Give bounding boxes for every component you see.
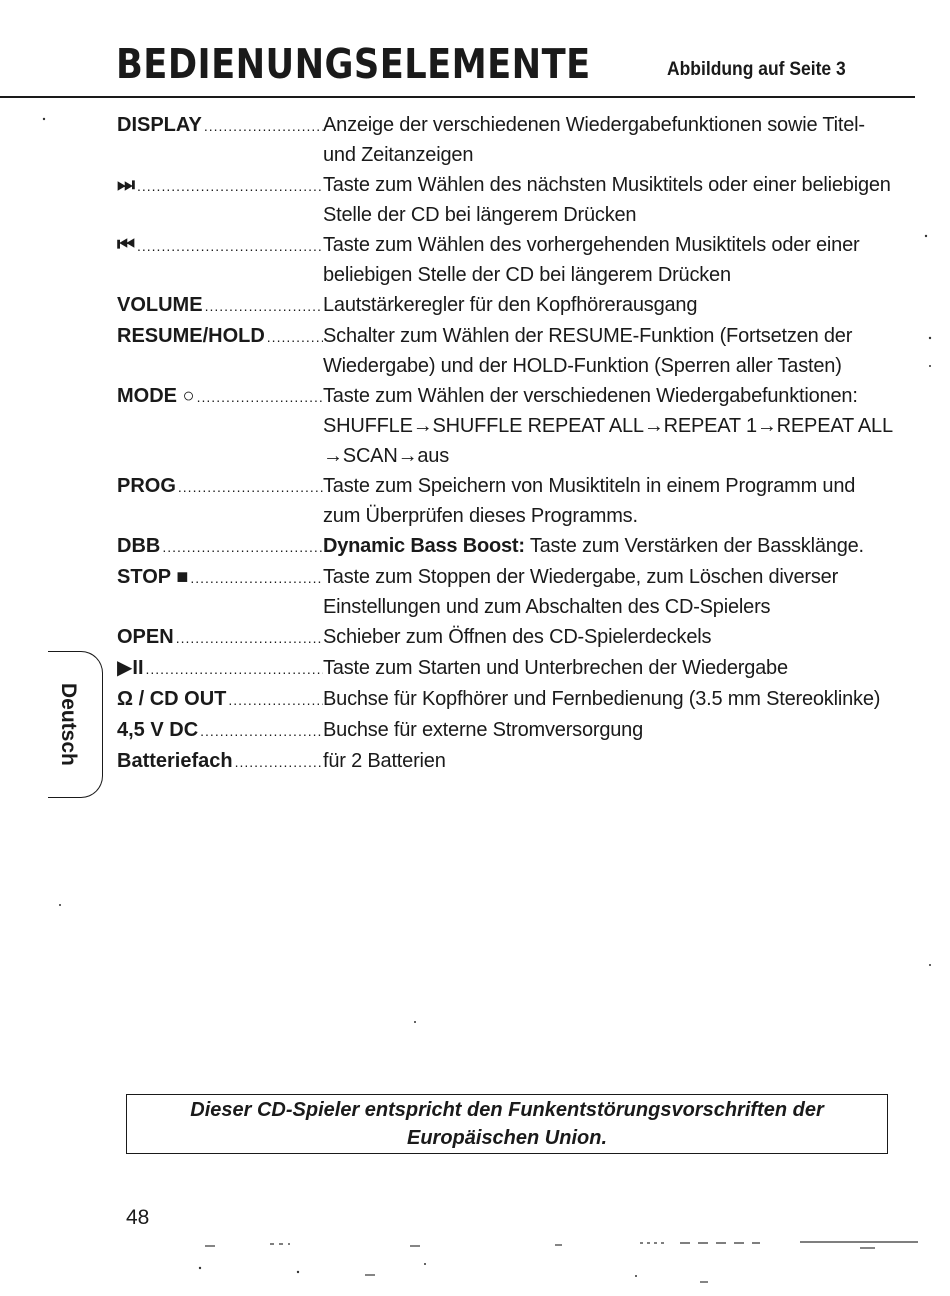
control-row-play-pause bbox=[117, 653, 897, 684]
control-description: Schalter zum Wählen der RESUME-Funktion (Fortsetzen der Wiedergabe) und der HOLD-Funktion (Sperren aller Tasten) bbox=[323, 325, 853, 377]
control-row-resume-hold bbox=[117, 321, 897, 381]
control-term: DBB bbox=[117, 535, 161, 557]
dot-leader bbox=[205, 291, 323, 321]
control-term: OPEN bbox=[117, 626, 174, 648]
control-term: RESUME/HOLD bbox=[117, 325, 265, 347]
compliance-notice bbox=[126, 1094, 888, 1154]
control-description: Taste zum Speichern von Musiktiteln in einem Programm und zum Überprüfen dieses Programms. bbox=[323, 475, 856, 527]
dot-leader bbox=[178, 472, 323, 502]
control-term: DISPLAY bbox=[117, 114, 202, 136]
play-pause-icon: ▶II bbox=[117, 657, 144, 679]
control-description-rest: Taste zum Verstärken der Bassklänge. bbox=[524, 535, 864, 557]
dot-leader bbox=[176, 623, 323, 653]
dot-leader bbox=[190, 563, 323, 593]
control-row-battery bbox=[117, 746, 897, 777]
control-row-headphone bbox=[117, 684, 897, 715]
compliance-notice-text: Dieser CD-Spieler entspricht den Funkentstörungsvorschriften der Europäischen Union. bbox=[190, 1099, 824, 1149]
header-rule bbox=[0, 96, 915, 98]
control-description-bold: Dynamic Bass Boost: bbox=[323, 535, 525, 557]
dot-leader bbox=[267, 322, 323, 352]
control-row-next bbox=[117, 170, 897, 230]
control-description: Taste zum Starten und Unterbrechen der Wiedergabe bbox=[323, 657, 788, 679]
control-term: 4,5 V DC bbox=[117, 719, 199, 741]
control-row-stop bbox=[117, 562, 897, 622]
control-row-dc-in bbox=[117, 715, 897, 746]
controls-list bbox=[117, 110, 897, 777]
dot-leader bbox=[204, 111, 323, 141]
page-title: BEDIENUNGSELEMENTE bbox=[116, 40, 591, 88]
dot-leader bbox=[228, 685, 323, 715]
control-description: für 2 Batterien bbox=[323, 750, 446, 772]
figure-reference: Abbildung auf Seite 3 bbox=[667, 59, 846, 80]
control-term: MODE ○ bbox=[117, 385, 195, 407]
control-description: Anzeige der verschiedenen Wiedergabefunktionen sowie Titel- und Zeitanzeigen bbox=[323, 114, 865, 166]
dot-leader bbox=[137, 231, 323, 261]
language-tab-label: Deutsch bbox=[57, 683, 80, 766]
control-term: PROG bbox=[117, 475, 176, 497]
control-description: Taste zum Wählen des vorhergehenden Musiktitels oder einer beliebigen Stelle der CD bei längerem Drücken bbox=[323, 234, 860, 286]
page-number: 48 bbox=[126, 1206, 150, 1229]
control-row-previous bbox=[117, 230, 897, 290]
control-description: Buchse für externe Stromversorgung bbox=[323, 719, 644, 741]
control-description: Taste zum Wählen des nächsten Musiktitels oder einer beliebigen Stelle der CD bei längerem Drücken bbox=[323, 174, 891, 226]
control-description: Schieber zum Öffnen des CD-Spielerdeckels bbox=[323, 626, 712, 648]
previous-track-icon: ⏮ bbox=[117, 234, 135, 256]
control-description: Buchse für Kopfhörer und Fernbedienung (3.5 mm Stereoklinke) bbox=[323, 688, 881, 710]
control-row-dbb bbox=[117, 531, 897, 562]
dot-leader bbox=[235, 747, 323, 777]
control-row-mode bbox=[117, 381, 897, 471]
control-row-open bbox=[117, 622, 897, 653]
dot-leader bbox=[162, 532, 323, 562]
control-term: STOP ■ bbox=[117, 566, 189, 588]
control-row-display bbox=[117, 110, 897, 170]
dot-leader bbox=[146, 654, 324, 684]
control-description bbox=[323, 531, 897, 561]
next-track-icon: ⏭ bbox=[117, 174, 135, 196]
control-description: Lautstärkeregler für den Kopfhörerausgang bbox=[323, 294, 698, 316]
control-description: Taste zum Wählen der verschiedenen Wiedergabefunktionen: SHUFFLE→SHUFFLE REPEAT ALL→REPEAT 1→REPEAT ALL →SCAN→aus bbox=[323, 385, 893, 467]
control-term: Batteriefach bbox=[117, 750, 233, 772]
control-term: VOLUME bbox=[117, 294, 203, 316]
control-description: Taste zum Stoppen der Wiedergabe, zum Löschen diverser Einstellungen und zum Abschalten des CD-Spielers bbox=[323, 566, 839, 618]
dot-leader bbox=[200, 716, 323, 746]
headphone-cd-out-term: Ω / CD OUT bbox=[117, 688, 227, 710]
control-row-prog bbox=[117, 471, 897, 531]
dot-leader bbox=[197, 382, 323, 412]
control-row-volume bbox=[117, 290, 897, 321]
dot-leader bbox=[137, 171, 323, 201]
